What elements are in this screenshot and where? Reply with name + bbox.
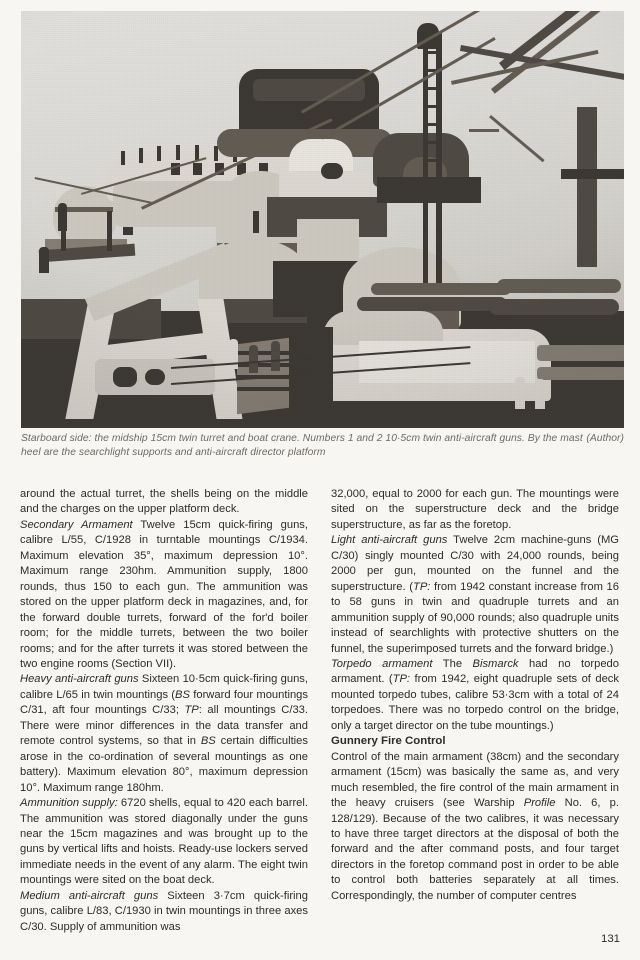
torpedo-part1: The: [432, 657, 473, 670]
heading-torpedo-armament: Torpedo armament: [331, 657, 433, 670]
photo-15cm-gun-barrel-lower: [537, 367, 624, 380]
photo-aa-mounting-1-detail: [253, 211, 259, 233]
paragraph-ammunition-supply: [20, 796, 308, 889]
photo-rangefinder-aperture: [321, 163, 343, 179]
photo-crew-figure-2: [58, 203, 67, 231]
torpedo-part2: had no torpedo armament. (: [331, 657, 619, 686]
photo-crew-figure: [249, 345, 258, 373]
photo-stanchion: [157, 146, 161, 161]
paragraph-heavy-aa-guns: [20, 672, 308, 796]
light-aa-part1: Twelve 2cm machine-guns (MG C/30) singly mounted C/30 with 24,000 rounds, being 2000 per gun, mounted on the funnel and the superstructure. (: [331, 534, 619, 593]
photo-crew-figure: [535, 379, 545, 409]
photo-ladder-rung: [423, 177, 442, 180]
heavy-aa-part2: forward four mountings C/31, aft four mountings C/33;: [20, 688, 308, 717]
photo-stowed-boat-3: [489, 299, 619, 315]
light-aa-part2: from 1942 constant increase from 16 to 58 guns in twin and quadruple turrets and an ammunition supply of 90,000 rounds; also quadruple units instead of searchlights with protective shutters on the funnel, the superimposed turrets and the forward bridge.): [331, 580, 619, 655]
photo-stowed-boat-4: [497, 279, 621, 293]
photo-ladder-step: [237, 387, 289, 391]
figure-caption: [21, 432, 624, 459]
photo-crane-post-collar: [561, 169, 624, 179]
photo-ladder-rung: [423, 141, 442, 144]
photo-crew-figure: [515, 377, 525, 409]
secondary-armament-body: Twelve 15cm quick-firing guns, calibre L/55, C/1928 in turntable mountings C/1934. Maximum elevation 35°, maximum depression 10°. Maximum range 230hm. Ammunition supply, 1800 rounds, thus 150 to each gun. The ammunition was stored on the upper platform deck in magazines, and, for the forward double turrets, forward of the for'd boiler room; for the middle turrets, between the two boiler rooms; and for the after turrets it was stored between the two engine rooms (Section VII).: [20, 518, 308, 670]
abbr-tp-torpedo: TP:: [392, 673, 411, 686]
medium-aa-body: Sixteen 3·7cm quick-firing guns, calibre L/83, C/1930 in twin mountings in three axes C/30. Supply of ammunition was: [20, 889, 308, 933]
ammunition-supply-body: 6720 shells, equal to 420 each barrel. The ammunition was stored diagonally under the guns near the 15cm magazines and was brought up to the guns by vertical lifts and hoists. Ready-use lockers served immediate needs in the event of any alarm. The eight twin mountings were sited on the boat deck.: [20, 797, 309, 887]
photo-aa-cluster-right-base: [377, 177, 481, 203]
figure-caption-text: Starboard side: the midship 15cm twin turret and boat crane. Numbers 1 and 2 10·5cm twin anti-aircraft guns. By the mast heel are the searchlight supports and anti-aircraft director platform: [21, 433, 583, 458]
paragraph-continued-left: [20, 487, 308, 518]
paragraph-light-aa-guns: [331, 533, 619, 657]
paragraph-text: 32,000, equal to 2000 for each gun. The mountings were sited on the superstructure deck and the bridge superstructure, as far as the foretop.: [331, 488, 619, 531]
heading-ammunition-supply: Ammunition supply:: [20, 797, 118, 810]
photo-stanchion: [176, 145, 180, 160]
paragraph-continued-right: [331, 487, 619, 533]
photograph: [21, 11, 624, 428]
photo-turret-shoulder: [311, 327, 333, 401]
photo-ladder-rung: [423, 123, 442, 126]
ship-name-bismarck: Bismarck: [472, 657, 519, 670]
section-heading-gunnery-fire-control: Gunnery Fire Control: [331, 735, 446, 748]
photo-stowed-boat-2: [371, 283, 511, 295]
photo-crew-figure: [271, 341, 280, 371]
photo-crane-post: [577, 107, 597, 267]
photo-turret-roof: [323, 311, 443, 345]
heading-light-aa-guns: Light anti-aircraft guns: [331, 534, 448, 547]
photo-15cm-gun-barrel-upper: [537, 345, 624, 361]
paragraph-secondary-armament: [20, 518, 308, 673]
paragraph-text: around the actual turret, the shells being on the middle and the charges on the upper platform deck.: [20, 488, 308, 516]
paragraph-medium-aa-guns: [20, 889, 308, 935]
abbr-bs-2: BS: [200, 735, 216, 748]
photo-spar-fitting: [469, 129, 499, 132]
photo-crane-sheave: [113, 367, 137, 387]
photo-stowed-boat-1: [357, 297, 507, 311]
publication-profile: Profile: [523, 797, 556, 810]
body-columns: [20, 487, 620, 939]
heavy-aa-part1: Sixteen 10·5cm quick-firing guns, calibre L/65 in twin mountings (: [20, 673, 308, 701]
heading-heavy-aa-guns: Heavy anti-aircraft guns: [20, 673, 139, 686]
photo-platform-port: [193, 163, 202, 175]
gunnery-part1: Control of the main armament (38cm) and the secondary armament (15cm) was basically the same as, and very much resembled, the fire control of the main armament in the heavy cruisers (see Warship: [331, 750, 619, 810]
right-column: [331, 487, 619, 939]
paragraph-gunnery-fire-control: [331, 750, 619, 905]
figure-credit: (Author): [586, 433, 624, 444]
photo-ladder-rung: [423, 105, 442, 108]
torpedo-part3: from 1942, eight quadruple sets of deck mounted torpedo tubes, calibre 53·3cm with a total of 24 torpedoes. There was no torpedo control on the bridge, only a target director on the tube mountings.): [331, 673, 619, 732]
heavy-aa-part4: certain difficulties arose in the co-ordination of several mountings as one battery). Maximum elevation 80°, maximum depression 10°. Maximum range 180hm.: [20, 735, 308, 794]
photo-ladder-rung: [423, 51, 442, 54]
photo-stanchion: [195, 145, 199, 160]
abbr-bs-1: BS: [175, 688, 190, 701]
photo-ladder-rung: [423, 87, 442, 90]
photo-crane-sheave-2: [145, 369, 165, 385]
page-number: 131: [600, 933, 620, 945]
abbr-tp-light: TP:: [413, 580, 431, 593]
heavy-aa-part3: : all mountings C/33. There were minor differences in the data transfer and remote control systems, so that in: [20, 704, 308, 748]
left-column: [20, 487, 308, 939]
photo-ladder-rung: [423, 159, 442, 162]
gunnery-part2: No. 6, p. 128/129). Because of the two calibres, it was necessary to have three target directors at the disposal of both the forward and the after command posts, and four target directors in the foretop command post in order to be able to control both batteries separately at all times. Correspondingly, the number of computer centres: [331, 797, 619, 902]
paragraph-torpedo-armament: [331, 657, 619, 734]
heading-medium-aa-guns: Medium anti-aircraft guns: [20, 889, 159, 902]
photo-ladder-step: [237, 351, 289, 355]
photo-crew-figure-3: [39, 247, 49, 273]
photo-stanchion: [121, 151, 125, 165]
photo-ladder-rung: [423, 195, 442, 198]
abbr-tp-1: TP: [184, 704, 199, 717]
photo-searchlight-stay-2: [107, 211, 112, 251]
photo-stanchion: [139, 148, 143, 163]
photo-canvas: [21, 11, 624, 428]
heading-secondary-armament: Secondary Armament: [20, 518, 133, 531]
